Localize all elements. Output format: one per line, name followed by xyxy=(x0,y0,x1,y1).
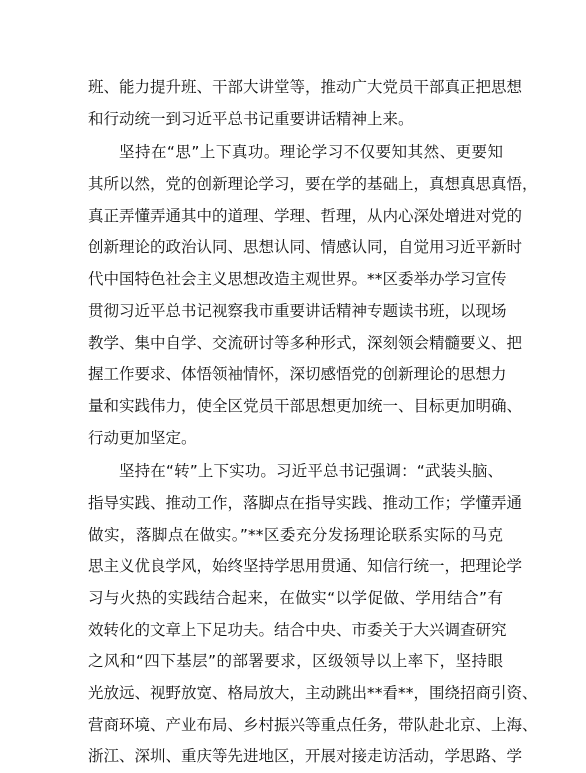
paragraph-1 xyxy=(88,72,523,135)
text-line: 班、能力提升班、干部大讲堂等，推动广大党员干部真正把思想 xyxy=(88,78,523,96)
text-line: 其所以然，党的创新理论学习，要在学的基础上，真想真思真悟， xyxy=(88,175,538,194)
text-line: 创新理论的政治认同、思想认同、情感认同，自觉用习近平新时 xyxy=(88,238,523,257)
text-line: 坚持在“思”上下真功。理论学习不仅要知其然、更要知 xyxy=(119,143,503,162)
text-line: 光放远、视野放宽、格局放大，主动跳出**看**，围绕招商引资、 xyxy=(88,684,538,703)
text-line: 量和实践伟力，使全区党员干部思想更加统一、目标更加明确、 xyxy=(88,396,523,415)
text-line: 习与火热的实践结合起来，在做实“以学促做、学用结合”有 xyxy=(88,589,503,607)
text-line: 贯彻习近平总书记视察我市重要讲话精神专题读书班，以现场 xyxy=(88,301,507,320)
text-line: 做实，落脚点在做实。”**区委充分发扬理论联系实际的马克 xyxy=(88,525,503,544)
text-line: 代中国特色社会主义思想改造主观世界。**区委举办学习宣传 xyxy=(88,270,507,289)
text-line: 效转化的文章上下足功夫。结合中央、市委关于大兴调查研究 xyxy=(88,620,507,639)
text-line: 坚持在“转”上下实功。习近平总书记强调：“武装头脑、 xyxy=(119,462,503,481)
text-line: 真正弄懂弄通其中的道理、学理、哲理，从内心深处增进对党的 xyxy=(88,206,523,225)
paragraph-2 xyxy=(88,137,538,454)
text-line: 握工作要求、体悟领袖情怀，深切感悟党的创新理论的思想力 xyxy=(88,365,507,384)
document-body xyxy=(88,72,538,773)
text-line: 教学、集中自学、交流研讨等多种形式，深刻领会精髓要义、把 xyxy=(88,333,523,352)
text-line: 浙江、深圳、重庆等先进地区，开展对接走访活动，学思路、学 xyxy=(88,747,523,766)
text-line: 之风和“四下基层”的部署要求，区级领导以上率下，坚持眼 xyxy=(88,652,503,671)
text-line: 营商环境、产业布局、乡村振兴等重点任务，带队赴北京、上海、 xyxy=(88,715,538,734)
text-line: 指导实践、推动工作，落脚点在指导实践、推动工作；学懂弄通 xyxy=(88,493,523,512)
text-line: 行动更加坚定。 xyxy=(88,428,197,447)
paragraph-3 xyxy=(88,456,538,773)
text-line: 思主义优良学风，始终坚持学思用贯通、知信行统一，把理论学 xyxy=(88,557,523,576)
text-line: 和行动统一到习近平总书记重要讲话精神上来。 xyxy=(88,109,414,128)
